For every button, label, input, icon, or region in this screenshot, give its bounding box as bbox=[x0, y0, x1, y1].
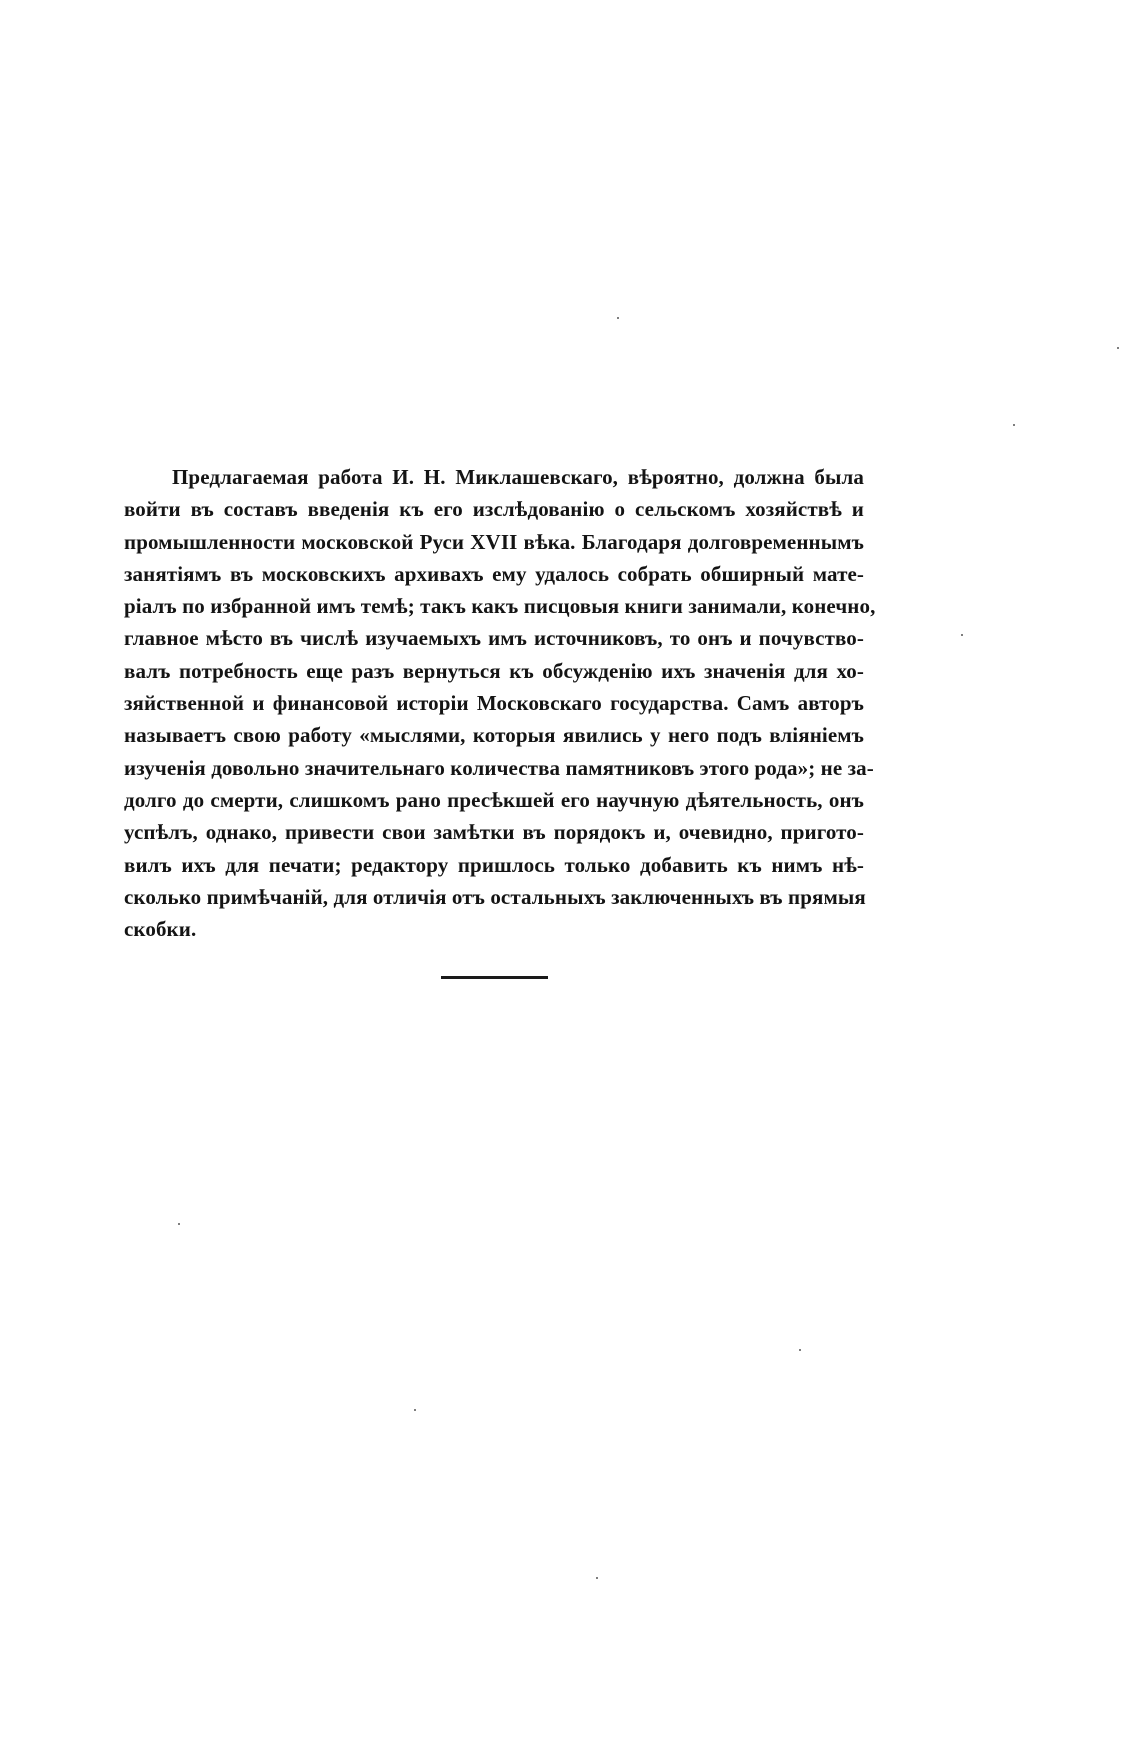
paragraph-line: Предлагаемая работа И. Н. Миклашевскаго, вѣроятно, должна была bbox=[172, 465, 864, 489]
scan-speck bbox=[596, 1577, 598, 1579]
scan-speck bbox=[414, 1409, 416, 1411]
scan-speck bbox=[961, 634, 963, 636]
paragraph-line: скобки. bbox=[124, 917, 197, 942]
paragraph-line: занятіямъ въ московскихъ архивахъ ему удалось собрать обширный мате- bbox=[124, 561, 864, 586]
paragraph-line: главное мѣсто въ числѣ изучаемыхъ имъ источниковъ, то онъ и почувство- bbox=[124, 626, 864, 651]
scan-speck bbox=[1117, 347, 1119, 349]
paragraph-line: долго до смерти, слишкомъ рано пресѣкшей его научную дѣятельность, онъ bbox=[124, 787, 864, 812]
paragraph-line: зяйственной и финансовой исторіи Московскаго государства. Самъ авторъ bbox=[124, 691, 864, 716]
body-paragraph bbox=[124, 461, 876, 945]
scan-speck bbox=[178, 1223, 180, 1225]
paragraph-line: ріалъ по избранной имъ темѣ; такъ какъ писцовыя книги занимали, конечно, bbox=[124, 594, 876, 619]
scan-speck bbox=[617, 317, 619, 319]
paragraph-line: валъ потребность еще разъ вернуться къ обсужденію ихъ значенія для хо- bbox=[124, 658, 864, 683]
paragraph-line: называетъ свою работу «мыслями, которыя явились у него подъ вліяніемъ bbox=[124, 723, 864, 748]
scan-speck bbox=[1013, 424, 1015, 426]
paragraph-line: сколько примѣчаній, для отличія отъ остальныхъ заключенныхъ въ прямыя bbox=[124, 884, 866, 909]
section-divider-rule bbox=[441, 976, 548, 979]
scan-speck bbox=[799, 1349, 801, 1351]
paragraph-line: войти въ составъ введенія къ его изслѣдованію о сельскомъ хозяйствѣ и bbox=[124, 497, 864, 522]
paragraph-line: промышленности московской Руси XVII вѣка. Благодаря долговременнымъ bbox=[124, 529, 864, 554]
paragraph-line: изученія довольно значительнаго количества памятниковъ этого рода»; не за- bbox=[124, 755, 874, 780]
paragraph-line: успѣлъ, однако, привести свои замѣтки въ порядокъ и, очевидно, пригото- bbox=[124, 820, 864, 845]
paragraph-line: вилъ ихъ для печати; редактору пришлось только добавить къ нимъ нѣ- bbox=[124, 852, 864, 877]
